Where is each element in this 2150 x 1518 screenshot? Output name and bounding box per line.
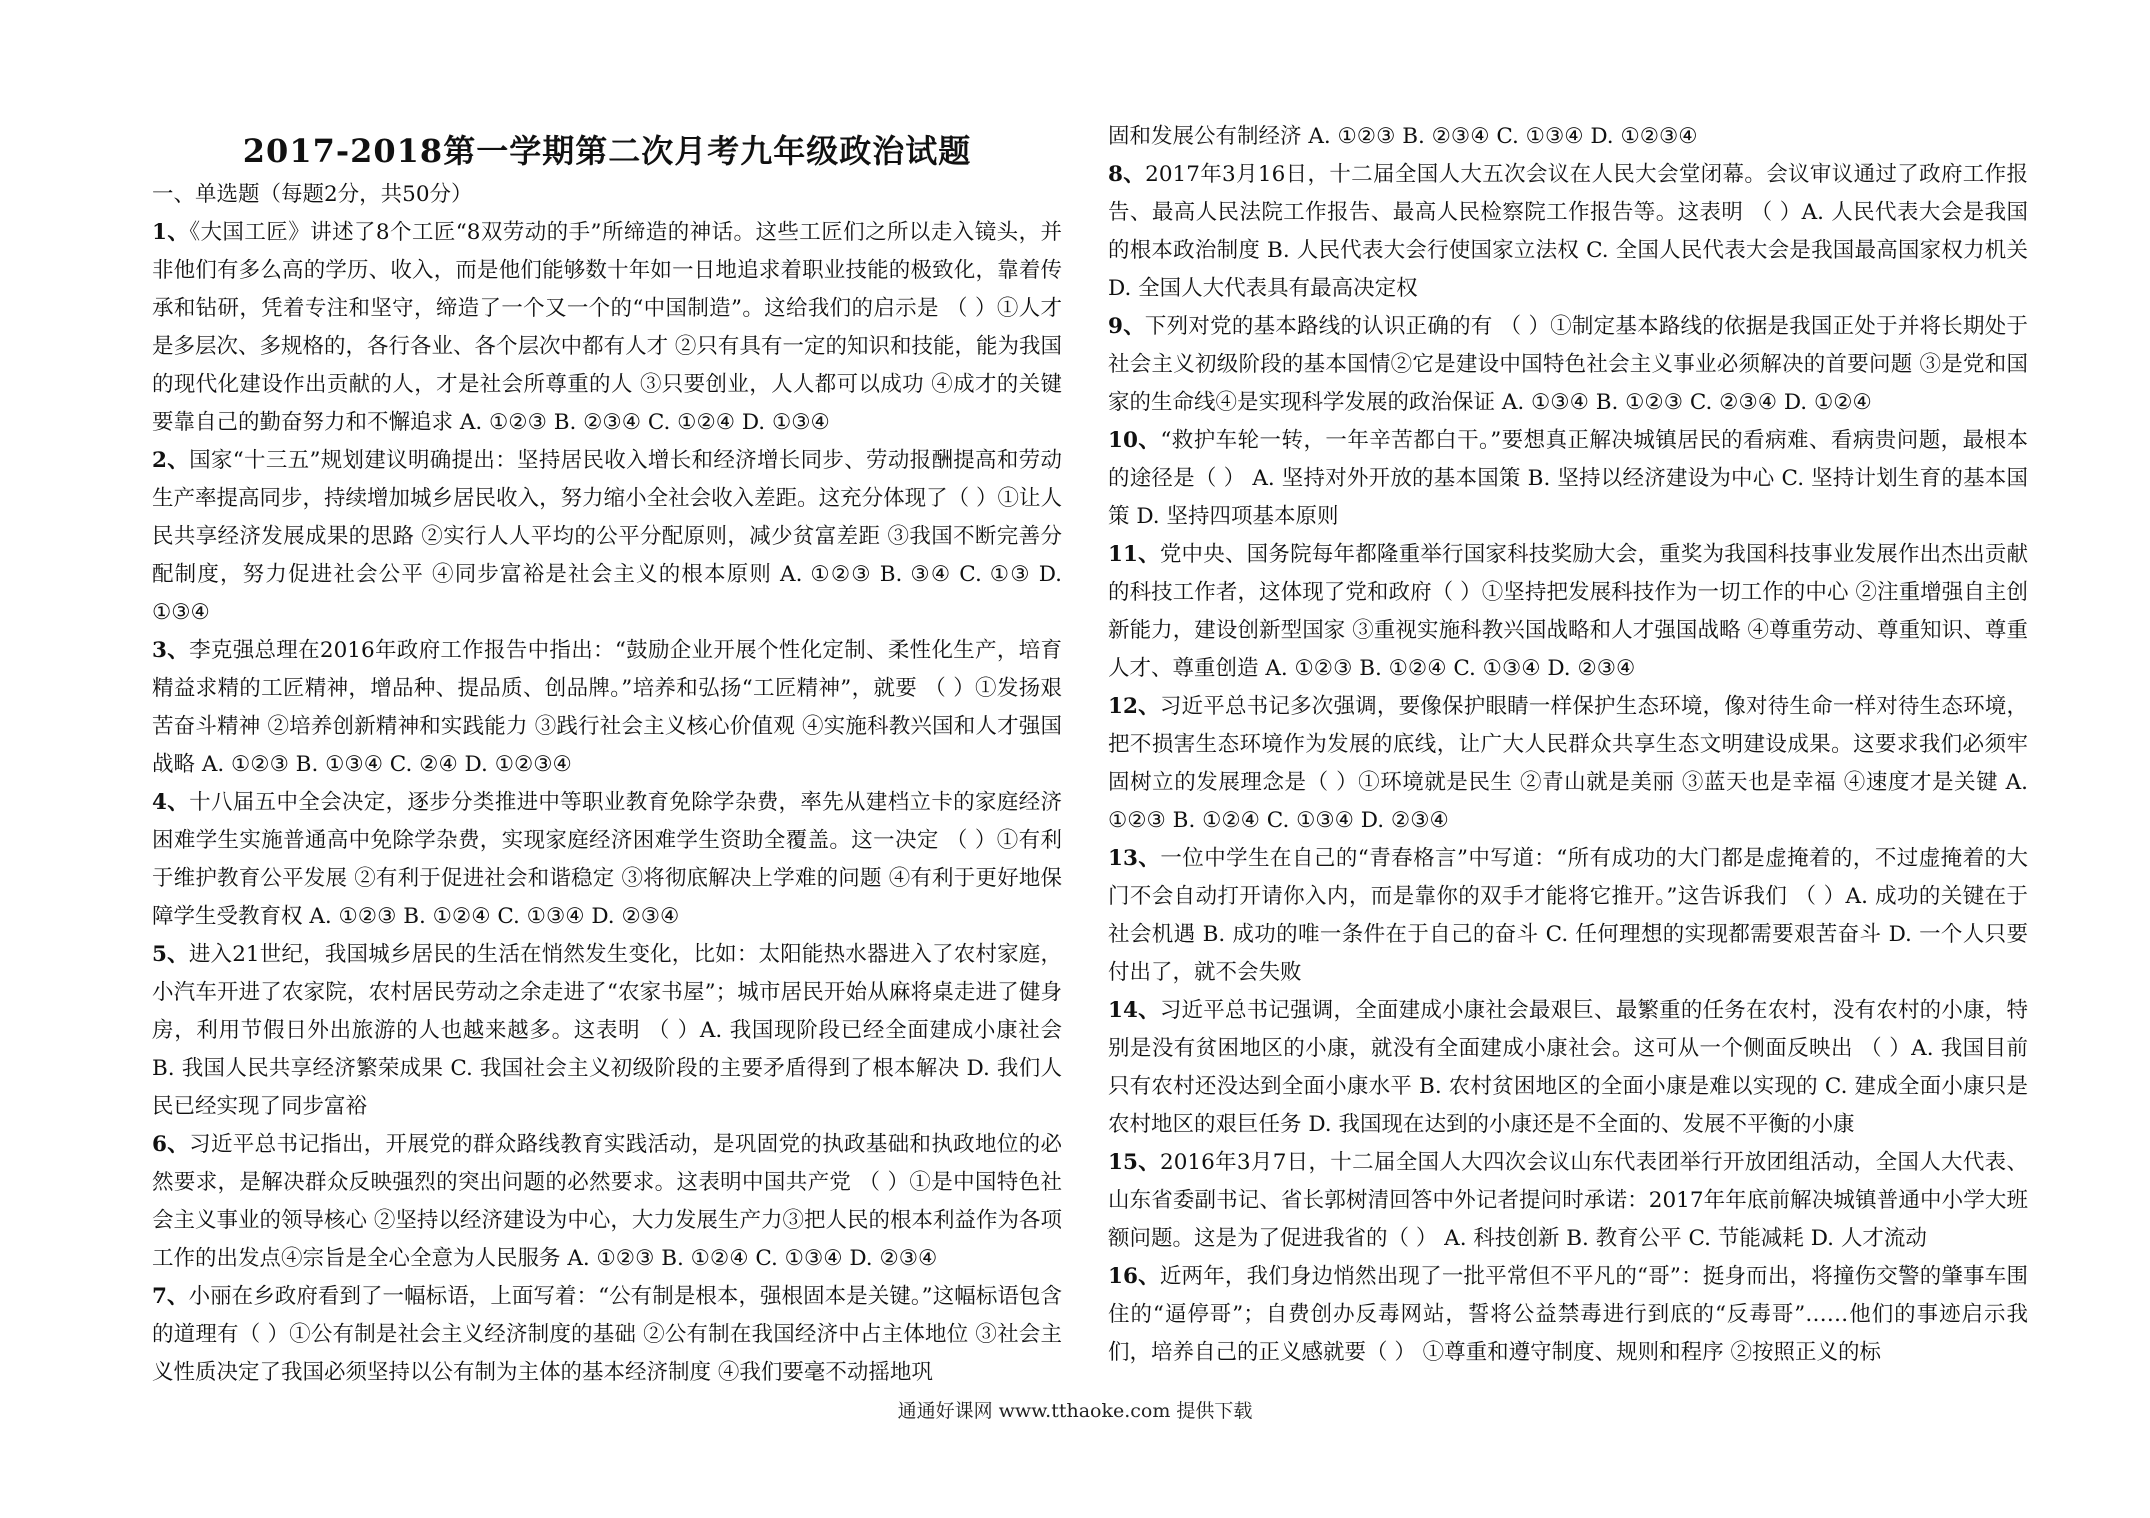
question-item bbox=[152, 1278, 1062, 1392]
question-number: 6、 bbox=[152, 1132, 190, 1157]
question-text: 《大国工匠》讲述了8个工匠“8双劳动的手”所缔造的神话。这些工匠们之所以走入镜头，并非他们有多么高的学历、收入，而是他们能够数十年如一日地追求着职业技能的极致化，靠着传承和钻研，凭着专注和坚守，缔造了一个又一个的“中国制造”。这给我们的启示是 （ ）①人才是多层次、多规格的，各行各业、各个层次中都有人才 ②只有具有一定的知识和技能，能为我国的现代化建设作出贡献的人，才是社会所尊重的人 ③只要创业，人人都可以成功 ④成才的关键要靠自己的勤奋努力和不懈追求 A. ①②③ B. ②③④ C. ①②④ D. ①③④ bbox=[152, 220, 1062, 435]
question-number: 2、 bbox=[152, 448, 190, 473]
question-number: 3、 bbox=[152, 638, 190, 663]
question-item bbox=[1108, 1258, 2028, 1372]
question-text: 习近平总书记多次强调，要像保护眼睛一样保护生态环境，像对待生命一样对待生态环境，把不损害生态环境作为发展的底线，让广大人民群众共享生态文明建设成果。这要求我们必须牢固树立的发展理念是（ ）①环境就是民生 ②青山就是美丽 ③蓝天也是幸福 ④速度才是关键 A. ①②③ B. ①②④ C. ①③④ D. ②③④ bbox=[1108, 694, 2028, 833]
question-item bbox=[1108, 1144, 2028, 1258]
question-text: 党中央、国务院每年都隆重举行国家科技奖励大会，重奖为我国科技事业发展作出杰出贡献的科技工作者，这体现了党和政府（ ）①坚持把发展科技作为一切工作的中心 ②注重增强自主创新能力，建设创新型国家 ③重视实施科教兴国战略和人才强国战略 ④尊重劳动、尊重知识、尊重人才、尊重创造 A. ①②③ B. ①②④ C. ①③④ D. ②③④ bbox=[1108, 542, 2028, 681]
question-number: 16、 bbox=[1108, 1264, 1160, 1289]
question-number: 9、 bbox=[1108, 314, 1145, 339]
question-number: 15、 bbox=[1108, 1150, 1161, 1175]
question-text: 十八届五中全会决定，逐步分类推进中等职业教育免除学杂费，率先从建档立卡的家庭经济困难学生实施普通高中免除学杂费，实现家庭经济困难学生资助全覆盖。这一决定 （ ）①有利于维护教育公平发展 ②有利于促进社会和谐稳定 ③将彻底解决上学难的问题 ④有利于更好地保障学生受教育权 A. ①②③ B. ①②④ C. ①③④ D. ②③④ bbox=[152, 790, 1062, 929]
question-item bbox=[1108, 992, 2028, 1144]
question-text: 习近平总书记强调，全面建成小康社会最艰巨、最繁重的任务在农村，没有农村的小康，特别是没有贫困地区的小康，就没有全面建成小康社会。这可从一个侧面反映出 （ ）A. 我国目前只有农村还没达到全面小康水平 B. 农村贫困地区的全面小康是难以实现的 C. 建成全面小康只是农村地区的艰巨任务 D. 我国现在达到的小康还是不全面的、发展不平衡的小康 bbox=[1108, 998, 2028, 1137]
question-number: 12、 bbox=[1108, 694, 1160, 719]
question-number: 5、 bbox=[152, 942, 189, 967]
question-item bbox=[152, 936, 1062, 1126]
question-item bbox=[1108, 118, 2028, 156]
question-text: 一位中学生在自己的“青春格言”中写道：“所有成功的大门都是虚掩着的，不过虚掩着的大门不会自动打开请你入内，而是靠你的双手才能将它推开。”这告诉我们 （ ）A. 成功的关键在于社会机遇 B. 成功的唯一条件在于自己的奋斗 C. 任何理想的实现都需要艰苦奋斗 D. 一个人只要付出了，就不会失败 bbox=[1108, 846, 2028, 985]
footer-source: 通通好课网 www.tthaoke.com 提供下载 bbox=[897, 1400, 1253, 1422]
question-item bbox=[1108, 536, 2028, 688]
question-item bbox=[152, 1126, 1062, 1278]
question-text: 习近平总书记指出，开展党的群众路线教育实践活动，是巩固党的执政基础和执政地位的必然要求，是解决群众反映强烈的突出问题的必然要求。这表明中国共产党 （ ）①是中国特色社会主义事业的领导核心 ②坚持以经济建设为中心，大力发展生产力③把人民的根本利益作为各项工作的出发点④宗旨是全心全意为人民服务 A. ①②③ B. ①②④ C. ①③④ D. ②③④ bbox=[152, 1132, 1062, 1271]
question-number: 14、 bbox=[1108, 998, 1160, 1023]
question-number: 11、 bbox=[1108, 542, 1160, 567]
question-item bbox=[1108, 308, 2028, 422]
question-number: 10、 bbox=[1108, 428, 1161, 453]
question-text: 下列对党的基本路线的认识正确的有 （ ）①制定基本路线的依据是我国正处于并将长期处于社会主义初级阶段的基本国情②它是建设中国特色社会主义事业必须解决的首要问题 ③是党和国家的生命线④是实现科学发展的政治保证 A. ①③④ B. ①②③ C. ②③④ D. ①②④ bbox=[1108, 314, 2028, 415]
question-item bbox=[152, 442, 1062, 632]
right-question-list bbox=[1108, 118, 2028, 1372]
question-text: 国家“十三五”规划建议明确提出：坚持居民收入增长和经济增长同步、劳动报酬提高和劳动生产率提高同步，持续增加城乡居民收入，努力缩小全社会收入差距。这充分体现了（ ）①让人民共享经济发展成果的思路 ②实行人人平均的公平分配原则，减少贫富差距 ③我国不断完善分配制度，努力促进社会公平 ④同步富裕是社会主义的根本原则 A. ①②③ B. ③④ C. ①③ D. ①③④ bbox=[152, 448, 1062, 625]
question-text: 2016年3月7日，十二届全国人大四次会议山东代表团举行开放团组活动，全国人大代表、山东省委副书记、省长郭树清回答中外记者提问时承诺：2017年年底前解决城镇普通中小学大班额问题。这是为了促进我省的（ ） A. 科技创新 B. 教育公平 C. 节能减耗 D. 人才流动 bbox=[1108, 1150, 2028, 1251]
question-text: “救护车轮一转，一年辛苦都白干。”要想真正解决城镇居民的看病难、看病贵问题，最根本的途径是（ ） A. 坚持对外开放的基本国策 B. 坚持以经济建设为中心 C. 坚持计划生育的基本国策 D. 坚持四项基本原则 bbox=[1108, 428, 2028, 529]
question-number: 1、 bbox=[152, 220, 190, 245]
left-question-list bbox=[152, 214, 1062, 1392]
question-item bbox=[1108, 688, 2028, 840]
question-text: 近两年，我们身边悄然出现了一批平常但不平凡的“哥”：挺身而出，将撞伤交警的肇事车围住的“逼停哥”；自费创办反毒网站，誓将公益禁毒进行到底的“反毒哥”……他们的事迹启示我们，培养自己的正义感就要（ ） ①尊重和遵守制度、规则和程序 ②按照正义的标 bbox=[1108, 1264, 2028, 1365]
question-item bbox=[1108, 840, 2028, 992]
left-column bbox=[152, 176, 1062, 1392]
section-heading: 一、单选题（每题2分，共50分） bbox=[152, 182, 473, 207]
question-number: 8、 bbox=[1108, 162, 1146, 187]
question-item bbox=[152, 214, 1062, 442]
right-column bbox=[1108, 118, 2028, 1372]
question-number: 4、 bbox=[152, 790, 190, 815]
question-text: 固和发展公有制经济 A. ①②③ B. ②③④ C. ①③④ D. ①②③④ bbox=[1108, 124, 1698, 149]
page-title: 2017-2018第一学期第二次月考九年级政治试题 bbox=[242, 132, 972, 170]
question-text: 进入21世纪，我国城乡居民的生活在悄然发生变化，比如：太阳能热水器进入了农村家庭，小汽车开进了农家院，农村居民劳动之余走进了“农家书屋”；城市居民开始从麻将桌走进了健身房，利用节假日外出旅游的人也越来越多。这表明 （ ）A. 我国现阶段已经全面建成小康社会 B. 我国人民共享经济繁荣成果 C. 我国社会主义初级阶段的主要矛盾得到了根本解决 D. 我们人民已经实现了同步富裕 bbox=[152, 942, 1062, 1119]
question-text: 小丽在乡政府看到了一幅标语，上面写着：“公有制是根本，强根固本是关键。”这幅标语包含的道理有（ ）①公有制是社会主义经济制度的基础 ②公有制在我国经济中占主体地位 ③社会主义性质决定了我国必须坚持以公有制为主体的基本经济制度 ④我们要毫不动摇地巩 bbox=[152, 1284, 1062, 1385]
question-item bbox=[1108, 422, 2028, 536]
question-number: 7、 bbox=[152, 1284, 189, 1309]
question-text: 李克强总理在2016年政府工作报告中指出：“鼓励企业开展个性化定制、柔性化生产，培育精益求精的工匠精神，增品种、提品质、创品牌。”培养和弘扬“工匠精神”，就要 （ ）①发扬艰苦奋斗精神 ②培养创新精神和实践能力 ③践行社会主义核心价值观 ④实施科教兴国和人才强国战略 A. ①②③ B. ①③④ C. ②④ D. ①②③④ bbox=[152, 638, 1062, 777]
question-number: 13、 bbox=[1108, 846, 1161, 871]
question-item bbox=[152, 784, 1062, 936]
question-text: 2017年3月16日，十二届全国人大五次会议在人民大会堂闭幕。会议审议通过了政府工作报告、最高人民法院工作报告、最高人民检察院工作报告等。这表明 （ ）A. 人民代表大会是我国的根本政治制度 B. 人民代表大会行使国家立法权 C. 全国人民代表大会是我国最高国家权力机关 D. 全国人大代表具有最高决定权 bbox=[1108, 162, 2028, 301]
question-item bbox=[152, 632, 1062, 784]
question-item bbox=[1108, 156, 2028, 308]
